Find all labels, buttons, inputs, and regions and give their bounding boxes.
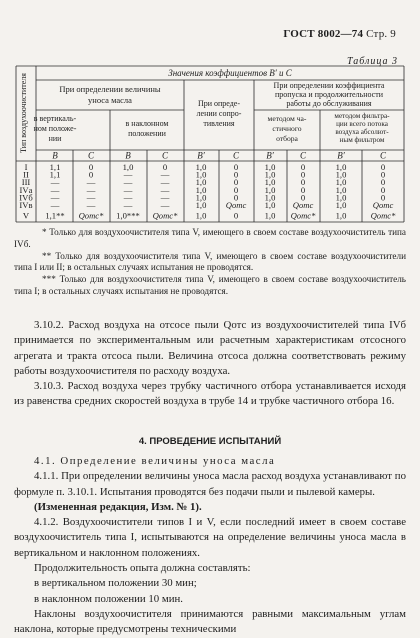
page-number: Стр. 9 xyxy=(366,28,396,40)
table-cell: 1,0 xyxy=(195,192,207,203)
table-cell: 0 xyxy=(162,162,168,172)
table-cell: 1,0 xyxy=(335,210,347,221)
subsection-4-1-title: 4.1. Определение величины уноса масла xyxy=(34,455,276,467)
table-cell: Qотс xyxy=(372,200,394,210)
col-header-b-prime: B′ xyxy=(197,150,205,161)
group3-sub2-line2: ции всего потока xyxy=(336,120,388,128)
table-cell: 0 xyxy=(380,162,386,172)
table-cell: 0 xyxy=(233,162,239,172)
group1-sub1-line3: нии xyxy=(48,134,62,143)
table-cell: 1,0*** xyxy=(116,210,140,221)
table-cell: — xyxy=(50,184,60,195)
table-cell-type: IVв xyxy=(19,200,33,210)
table-cell: — xyxy=(160,169,170,180)
group2-line1: При опреде- xyxy=(197,99,241,108)
group3-sub1-line1: методом ча- xyxy=(267,114,307,123)
table-cell: Qотс* xyxy=(78,210,104,221)
group1-sub1-line1: в вертикаль- xyxy=(33,114,77,123)
group1-sub2-line1: в наклонном xyxy=(125,119,169,128)
table-cell: 0 xyxy=(380,177,386,188)
table-cell: 0 xyxy=(88,162,94,172)
table-label: Таблица 3 xyxy=(347,56,398,67)
body-text-lower xyxy=(14,454,406,638)
table-cell: 1,0 xyxy=(335,162,347,172)
table-cell: — xyxy=(160,184,170,195)
paragraph-4-1-2: 4.1.2. Воздухоочистители типов I и V, если последний имеет в своем составе воздухоочиститель типа I, испытываются на определение величины уноса масла в вертикальном и наклонном положениях. xyxy=(14,516,406,559)
table-cell: — xyxy=(50,177,60,188)
table-cell-type: V xyxy=(22,210,30,221)
table-cell: 1,0 xyxy=(264,210,276,221)
col-header-c: C xyxy=(87,150,95,161)
table-cell: — xyxy=(86,177,96,188)
duration-inclined: в наклонном положении 10 мин. xyxy=(34,592,183,605)
group3-line3: работы до обслуживания xyxy=(286,99,372,108)
table-cell: 1,0 xyxy=(335,169,347,180)
table-cell-type: III xyxy=(21,177,31,188)
footnote-3: *** Только для воздухоочистителя типа V, имеющего в своем составе воздухоочиститель типа I; в остальных случаях испытания не проводятся. xyxy=(14,274,406,296)
table-cell: — xyxy=(123,169,133,180)
col-header-c: C xyxy=(232,150,240,161)
table-cell: 0 xyxy=(300,192,306,203)
group3-sub2-line4: ным фильтром xyxy=(339,136,385,144)
duration-intro: Продолжительность опыта должна составлять: xyxy=(34,562,251,575)
table-cell: 1,0 xyxy=(195,210,207,221)
table-cell: 1,0 xyxy=(335,192,347,203)
table-cell: 1,0 xyxy=(335,184,347,195)
table-cell: — xyxy=(50,192,60,203)
group1-sub2-line2: положении xyxy=(128,129,166,138)
col-header-b: B xyxy=(125,150,131,161)
body-text-upper xyxy=(14,318,406,410)
table-cell: 0 xyxy=(300,184,306,195)
group3-sub1-line2: стичного xyxy=(272,124,302,133)
table-cell: 1,0 xyxy=(195,162,207,172)
table-cell: Qотс xyxy=(225,200,247,210)
group3-line2: пропуска и продолжительности xyxy=(274,90,384,99)
table-cell: 0 xyxy=(233,184,239,195)
standard-number: ГОСТ 8002—74 xyxy=(283,28,364,40)
table-cell: 0 xyxy=(300,162,306,172)
table-cell: — xyxy=(160,177,170,188)
top-header: Значения коэффициентов B′ и C xyxy=(168,68,292,78)
group3-sub2-line1: методом фильтра- xyxy=(334,112,390,120)
table-cell: — xyxy=(160,192,170,203)
table-cell: 1,0 xyxy=(195,184,207,195)
paragraph-4-1-1: 4.1.1. При определении величины уноса масла расход воздуха устанавливают по формуле п. 3.10.1. Испытания проводятся без подачи пыли и пылевой камеры. xyxy=(14,470,406,498)
table-cell: 1,0 xyxy=(195,169,207,180)
col-header-c: C xyxy=(161,150,169,161)
table-cell: 0 xyxy=(300,177,306,188)
col-header-b-prime: B′ xyxy=(337,150,345,161)
group3-line1: При определении коэффициента xyxy=(273,81,385,90)
group1-header-line2: уноса масла xyxy=(88,95,132,105)
table-cell: 0 xyxy=(233,210,239,221)
table-cell: 0 xyxy=(300,169,306,180)
group2-line2: лении сопро- xyxy=(196,109,242,118)
table-cell: 0 xyxy=(233,169,239,180)
table-cell: — xyxy=(123,200,133,210)
table-cell: — xyxy=(86,184,96,195)
table-cell: 1,0 xyxy=(264,192,276,203)
table-cell: — xyxy=(123,192,133,203)
group1-sub1-line2: ном положе- xyxy=(33,124,77,133)
table-cell-type: II xyxy=(23,169,29,180)
table-cell: 1,0 xyxy=(195,200,207,210)
table-cell: 1,0 xyxy=(264,162,276,172)
table-cell: 0 xyxy=(380,192,386,203)
table-cell: — xyxy=(123,184,133,195)
group3-sub1-line3: отбора xyxy=(276,134,298,143)
col-header-c: C xyxy=(299,150,307,161)
table-cell: — xyxy=(50,200,60,210)
table-cell-type: IVа xyxy=(19,184,33,195)
section-title: 4. ПРОВЕДЕНИЕ ИСПЫТАНИЙ xyxy=(138,436,282,447)
stub-header: Тип воздухоочистителя xyxy=(19,73,28,153)
table-cell: 1,0 xyxy=(195,177,207,188)
table-cell: — xyxy=(123,177,133,188)
table-cell: 1,0 xyxy=(264,169,276,180)
table-cell-type: I xyxy=(24,162,28,172)
paragraph-tilt: Наклоны воздухоочистителя принимаются равными максимальным углам наклона, которые предусмотрены техническими xyxy=(14,607,406,636)
table-cell: 0 xyxy=(88,169,94,180)
group2-line3: тивления xyxy=(203,119,235,128)
table-cell: 0 xyxy=(233,192,239,203)
table-cell: — xyxy=(160,200,170,210)
table-cell: — xyxy=(86,200,96,210)
table-cell: Qотс* xyxy=(152,210,178,221)
table-cell: 0 xyxy=(380,184,386,195)
group3-sub2-line3: воздуха абсолют- xyxy=(335,128,389,136)
table-cell: 0 xyxy=(380,169,386,180)
table-cell: 1,0 xyxy=(335,200,347,210)
coefficients-table xyxy=(0,0,420,240)
col-header-b-prime: B′ xyxy=(266,150,274,161)
table-cell: 1,0 xyxy=(264,184,276,195)
table-cell: 1,0 xyxy=(264,200,276,210)
table-cell: 1,1** xyxy=(45,210,65,221)
col-header-c: C xyxy=(379,150,387,161)
table-cell: Qотс* xyxy=(370,210,396,221)
table-cell: Qотс* xyxy=(290,210,316,221)
edition-note: (Измененная редакция, Изм. № 1). xyxy=(34,500,202,513)
paragraph-3-10-2: 3.10.2. Расход воздуха на отсосе пыли Qотс из воздухоочистителей типа IVб принимается по экспериментальным или расчетным характеристикам отсосного агрегата и тракта отсоса пыли. Величина отсоса должна соответствовать режиму работы воздухоочистителя по расходу воздуха. xyxy=(14,319,406,377)
duration-vertical: в вертикальном положении 30 мин; xyxy=(34,577,197,590)
table-cell: 0 xyxy=(233,177,239,188)
footnote-1: * Только для воздухоочистителя типа V, имеющего в своем составе воздухоочиститель типа IVб. xyxy=(14,227,406,249)
group1-header-line1: При определении величины xyxy=(59,84,161,94)
footnotes xyxy=(14,227,406,298)
table-cell: 1,0 xyxy=(264,177,276,188)
table-body xyxy=(19,162,396,221)
table-cell: Qотс xyxy=(292,200,314,210)
table-cell: 1,1 xyxy=(49,162,61,172)
table-cell: 1,0 xyxy=(122,162,134,172)
footnote-2: ** Только для воздухоочистителя типа V, имеющего в своем составе воздухоочистители типа I или II; в остальных случаях испытания не проводятся. xyxy=(14,250,406,273)
table-cell: 1,1 xyxy=(49,169,61,180)
table-cell-type: IVб xyxy=(19,192,33,203)
table-cell: — xyxy=(86,192,96,203)
col-header-b: B xyxy=(52,150,58,161)
paragraph-3-10-3: 3.10.3. Расход воздуха через трубку частичного отбора устанавливается исходя из равенства средних скоростей воздуха в трубе 14 и трубке частичного отбора 16. xyxy=(14,380,406,408)
table-cell: 1,0 xyxy=(335,177,347,188)
